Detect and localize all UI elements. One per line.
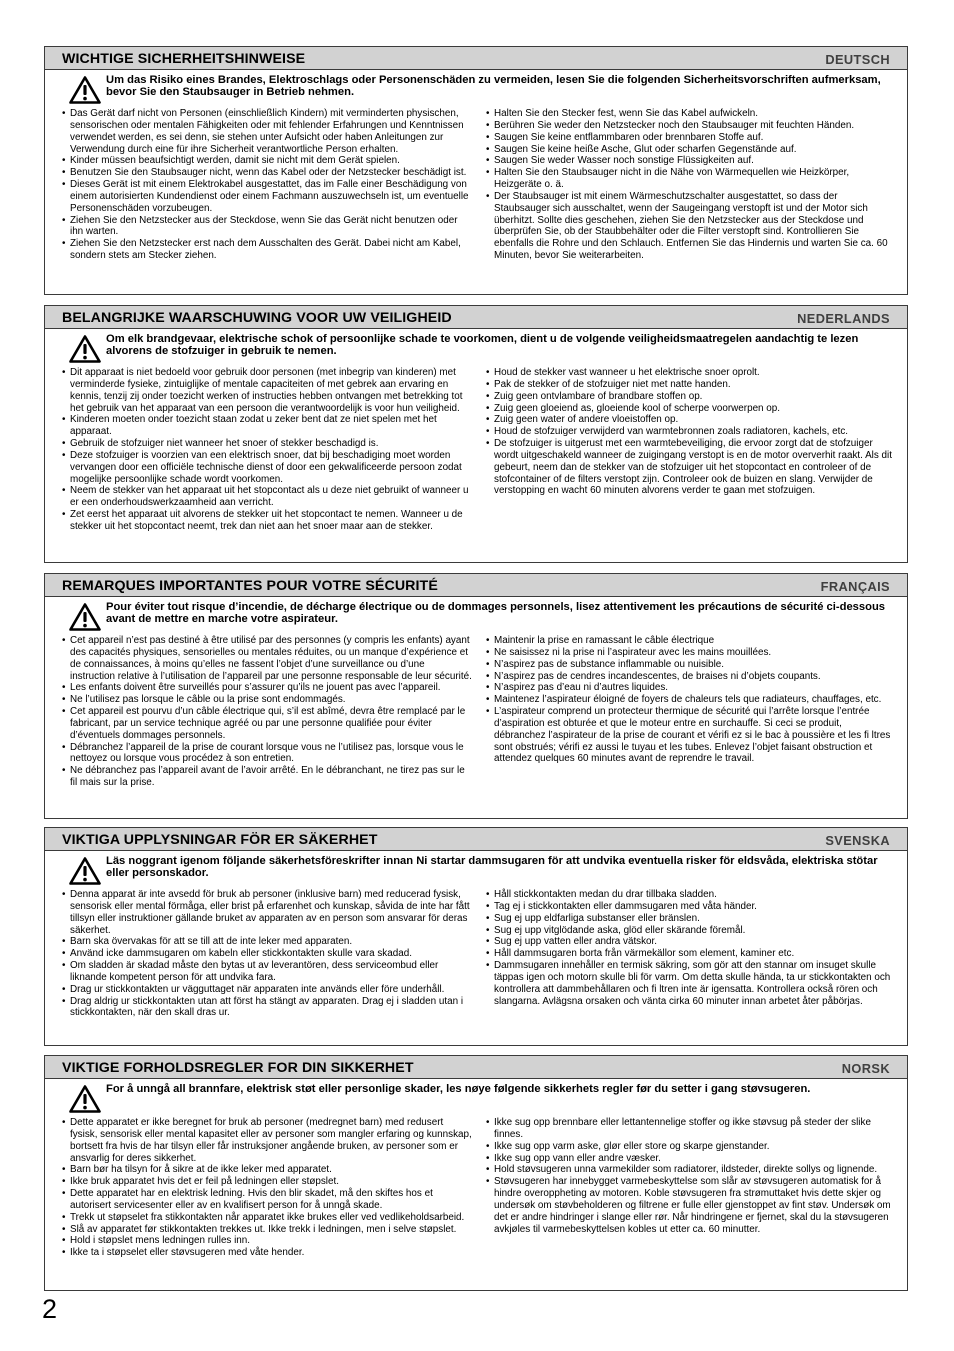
section-header [45,1056,907,1079]
safety-item: • Slå av apparatet før stikkontakten trekkes ut. Ikke trekk i ledningen, men i selve støpslet. [62,1224,472,1236]
section-french [44,573,908,819]
safety-item: • Zuig geen water of andere vloeistoffen op. [486,414,894,426]
section-german [44,46,908,295]
safety-item: • Trekk ut støpselet fra stikkontakten når apparatet ikke brukes eller ved vedlikeholdsarbeid. [62,1212,472,1224]
right-column [486,635,894,789]
page-number: 2 [42,1294,58,1324]
safety-item: • Kinderen moeten onder toezicht staan zodat u zeker bent dat ze niet spelen met het apparaat. [62,414,472,438]
safety-item: • Saugen Sie keine heiße Asche, Glut oder scharfen Gegenstände auf. [486,144,894,156]
section-header [45,574,907,597]
right-column [486,108,894,262]
safety-item: • Débranchez l’appareil de la prise de courant lorsque vous ne l’utilisez pas, lorsque vous le nettoyez ou lorsque vous procédez à son entretien. [62,742,472,766]
safety-item: • Ikke sug opp varm aske, glør eller store og skarpe gjenstander. [486,1141,894,1153]
safety-item: • Støvsugeren har innebygget varmebeskyttelse som slår av støvsugeren automatisk for å hindre overoppheting av motoren. Koble støvsugeren fra strømuttaket hvis dette skjer og undersøk om støvbeholderen og filtrene er fulle eller gjenstoppet av fint støv. Undersøk om det er andre hindringer i slange eller rør. Når hindringene er fjernet, skal du la støvsugeren avkjøles til varmebeskyttelsen kobles ut etter ca. 60 minutter. [486,1176,894,1235]
warning-icon [69,76,101,104]
safety-item: • Dette apparatet er ikke beregnet for bruk ab personer (medregnet barn) med redusert fysisk, sensorisk eller mental kapasitet eller av personer som mangler erfaring og kunnskap, bortsett fra hvis de har tilsyn eller får instruksjoner angående bruken, av personer som er ansvarlig for deres sikkerhet. [62,1117,472,1164]
right-column [486,1117,894,1259]
warning-block [45,74,907,104]
safety-item: • Cet appareil n’est pas destiné à être utilisé par des personnes (y compris les enfants) ayant des capacités physiques, sensorielles ou mentales réduites, ou un manque d’expérience et de connaissances, à moins qu’elles ne fassent l’objet d’une surveillance ou d’une instruction relative à l’utilisation de l’appareil par une personne responsable de leur sécurité. [62,635,472,682]
safety-item: • Denna apparat är inte avsedd för bruk ab personer (inklusive barn) med reducerad fysisk, sensorisk eller mental förmåga, eller brist på erfarenhet och kunskap, såvida de inte har fått tillsyn eller instruktioner gällande bruket av apparaten av en person som ansvarar för deras säkerhet. [62,889,472,936]
safety-item: • Dit apparaat is niet bedoeld voor gebruik door personen (met inbegrip van kinderen) met verminderde fysieke, zintuiglijke of mentale capaciteiten of met gebrek aan ervaring en kennis, tenzij zij onder toezicht werken of instructies hebben ontvangen met betrekking tot het gebruik van het apparaat van een persoon die verantwoordelijk is voor hun veiligheid. [62,367,472,414]
safety-item: • Sug ej upp vitglödande aska, glöd eller skärande föremål. [486,925,894,937]
safety-item: • Pak de stekker of de stofzuiger niet met natte handen. [486,379,894,391]
safety-columns [62,1117,899,1259]
section-swedish [44,827,908,1046]
left-column [62,367,472,533]
safety-item: • Håll stickkontakten medan du drar tillbaka sladden. [486,889,894,901]
safety-item: • L’aspirateur comprend un protecteur thermique de sécurité qui l’arrête lorsque l’entrée d’aspiration est obturée et que le moteur entre en surchauffe. Si ceci se produit, débranchez l’aspirateur de la prise de courant et vérifi ez si le bac à poussière et les fi ltres sont obstrués; vérifi ez aussi le tuyau et les tubes. Enlevez l’objet faisant obstruction et attendez quelques 60 minutes avant de reprendre le travail. [486,706,894,765]
language-label: NEDERLANDS [797,311,890,326]
right-column [486,889,894,1019]
safety-list [486,367,894,497]
safety-item: • Das Gerät darf nicht von Personen (einschließlich Kindern) mit verminderten physischen, sensorischen oder mentalen Fähigkeiten oder mit fehlender Erfahrungen und Kenntnissen verwendet werden, es sei denn, sie stehen unter Aufsicht oder haben Anleitungen zur Verwendung durch eine für ihre Sicherheit verantwortliche Person erhalten. [62,108,472,155]
safety-item: • Sug ej upp vatten eller andra vätskor. [486,936,894,948]
warning-block [45,855,907,885]
safety-item: • Berühren Sie weder den Netzstecker noch den Staubsauger mit feuchten Händen. [486,120,894,132]
safety-item: • Hold i støpslet mens ledningen rulles inn. [62,1235,472,1247]
safety-list [62,889,472,1019]
safety-item: • Ne saisissez ni la prise ni l’aspirateur avec les mains mouillées. [486,647,894,659]
safety-item: • Tag ej i stickkontakten eller dammsugaren med våta händer. [486,901,894,913]
section-title: BELANGRIJKE WAARSCHUWING VOOR UW VEILIGHEID [62,310,452,326]
safety-item: • Hold støvsugeren unna varmekilder som radiatorer, ildsteder, direkte sollys og lignende. [486,1164,894,1176]
safety-item: • Deze stofzuiger is voorzien van een elektrisch snoer, dat bij beschadiging moet worden vervangen door een officiële technische dienst of door een gekwalificeerde persoon zodat mogelijke persoonlijke schade wordt voorkomen. [62,450,472,486]
warning-text: Pour éviter tout risque d’incendie, de décharge électrique ou de dommages personnels, lisez attentivement les précautions de sécurité ci-dessous avant de mettre en marche votre aspirateur. [106,601,886,626]
safety-item: • Houd de stekker vast wanneer u het elektrische snoer oprolt. [486,367,894,379]
safety-item: • Houd de stofzuiger verwijderd van warmtebronnen zoals radiatoren, kachels, etc. [486,426,894,438]
left-column [62,108,472,262]
language-label: SVENSKA [825,833,890,848]
warning-text: For å unngå all brannfare, elektrisk støt eller personlige skader, les nøye følgende sikkerhets regler før du setter i gang støvsugeren. [106,1083,811,1095]
safety-item: • De stofzuiger is uitgerust met een warmtebeveiliging, die ervoor zorgt dat de stofzuiger wordt uitgeschakeld wanneer de zuigingang verstopt is en de motor oververhit raakt. Als dit gebeurt, neem dan de stekker van de stofzuiger uit het stopcontact en controleer of de stofcontainer of de filters verstopt zijn. Controleer ook de buizen en slang. Verwijder de verstopping en wacht 60 minuten alvorens verder te gaan met stofzuigen. [486,438,894,497]
safety-item: • Saugen Sie keine entflammbaren oder brennbaren Stoffe auf. [486,132,894,144]
section-header [45,828,907,851]
safety-item: • Ziehen Sie den Netzstecker aus der Steckdose, wenn Sie das Gerät nicht benutzen oder ihn warten. [62,215,472,239]
safety-item: • Neem de stekker van het apparaat uit het stopcontact als u deze niet gebruikt of wanneer u er een onderhoudswerkzaamheid aan verricht. [62,485,472,509]
safety-item: • Kinder müssen beaufsichtigt werden, damit sie nicht mit dem Gerät spielen. [62,155,472,167]
safety-list [486,108,894,262]
safety-item: • Ikke ta i støpselet eller støvsugeren med våte hender. [62,1247,472,1259]
left-column [62,889,472,1019]
safety-item: • Håll dammsugaren borta från värmekällor som element, kaminer etc. [486,948,894,960]
safety-item: • Halten Sie den Stecker fest, wenn Sie das Kabel aufwickeln. [486,108,894,120]
warning-text: Um das Risiko eines Brandes, Elektroschlags oder Personenschäden zu vermeiden, lesen Sie die folgenden Sicherheitsvorschriften aufmerksam, bevor Sie den Staubsauger in Betrieb nehmen. [106,74,881,99]
safety-list [486,889,894,1007]
safety-item: • Drag aldrig ur stickkontakten utan att först ha stängt av apparaten. Drag ej i sladden utan i stickkontakten, när den skall dras ur. [62,996,472,1020]
left-column [62,635,472,789]
section-header [45,306,907,329]
safety-list [62,1117,472,1259]
warning-block [45,601,907,631]
safety-item: • Benutzen Sie den Staubsauger nicht, wenn das Kabel oder der Netzstecker beschädigt ist. [62,167,472,179]
safety-item: • Ziehen Sie den Netzstecker erst nach dem Ausschalten des Gerät. Dabei nicht am Kabel, sondern stets am Stecker ziehen. [62,238,472,262]
warning-icon [69,335,101,363]
safety-item: • Zet eerst het apparaat uit alvorens de stekker uit het stopcontact te nemen. Wanneer u de stekker uit het stopcontact neemt, trek dan niet aan het snoer maar aan de stekker. [62,509,472,533]
warning-text: Läs noggrant igenom följande säkerhetsföreskrifter innan Ni startar dammsugaren för att undvika eventuella risker för eldsvåda, elektriska stötar eller personskador. [106,855,878,880]
safety-item: • N’aspirez pas d’eau ni d’autres liquides. [486,682,894,694]
left-column [62,1117,472,1259]
safety-item: • Dieses Gerät ist mit einem Elektrokabel ausgestattet, das im Falle einer Beschädigung von einem autorisierten Kundendienst oder einem Fachmann auszuwechseln ist, um eventuelle Personenschäden vorzubeugen. [62,179,472,215]
safety-item: • Les enfants doivent être surveillés pour s’assurer qu’ils ne jouent pas avec l’appareil. [62,682,472,694]
safety-item: • Drag ur stickkontakten ur vägguttaget när apparaten inte används eller före underhåll. [62,984,472,996]
safety-item: • Zuig geen ontvlambare of brandbare stoffen op. [486,391,894,403]
safety-item: • Använd icke dammsugaren om kabeln eller stickkontakten skulle vara skadad. [62,948,472,960]
section-norwegian [44,1055,908,1291]
safety-item: • Halten Sie den Staubsauger nicht in die Nähe von Wärmequellen wie Heizkörper, Heizgeräte o. ä. [486,167,894,191]
safety-item: • Om sladden är skadad måste den bytas ut av leverantören, dess serviceombud eller liknande kompetent person för att undvika fara. [62,960,472,984]
warning-icon [69,603,101,631]
safety-columns [62,889,899,1019]
safety-list [486,1117,894,1235]
safety-item: • Zuig geen gloeiend as, gloeiende kool of scherpe voorwerpen op. [486,403,894,415]
safety-list [62,367,472,533]
safety-item: • Ne l’utilisez pas lorsque le câble ou la prise sont endommagés. [62,694,472,706]
safety-item: • Saugen Sie weder Wasser noch sonstige Flüssigkeiten auf. [486,155,894,167]
safety-item: • Barn ska övervakas för att se till att de inte leker med apparaten. [62,936,472,948]
warning-icon [69,1085,101,1113]
language-label: NORSK [841,1061,890,1076]
safety-item: • Ikke sug opp vann eller andre væsker. [486,1153,894,1165]
section-header [45,47,907,70]
language-label: DEUTSCH [825,52,890,67]
section-title: VIKTIGE FORHOLDSREGLER FOR DIN SIKKERHET [62,1060,414,1076]
safety-columns [62,108,899,262]
warning-block [45,333,907,363]
warning-icon [69,857,101,885]
safety-item: • Barn bør ha tilsyn for å sikre at de ikke leker med apparatet. [62,1164,472,1176]
safety-item: • Dette apparatet har en elektrisk ledning. Hvis den blir skadet, må den skiftes hos et autorisert servicesenter eller av en kvalifisert person for å unngå skade. [62,1188,472,1212]
section-title: VIKTIGA UPPLYSNINGAR FÖR ER SÄKERHET [62,832,378,848]
safety-item: • Der Staubsauger ist mit einem Wärmeschutzschalter ausgestattet, so dass der Staubsauger sich ausschaltet, wenn der Saugeingang verstopft ist und der Motor sich überhitzt. Sollte dies geschehen, ziehen Sie den Netzstecker aus der Steckdose und überprüfen Sie, ob der Staubbehälter oder die Filter verstopft sind. Kontrollieren Sie ebenfalls die Rohre und den Schlauch. Entfernen Sie das Hindernis und warten Sie ca. 60 Minuten, bevor Sie weiterarbeiten. [486,191,894,262]
safety-item: • Ne débranchez pas l’appareil avant de l’avoir arrêté. En le débranchant, ne tirez pas sur le fil mais sur la prise. [62,765,472,789]
safety-columns [62,635,899,789]
safety-item: • Gebruik de stofzuiger niet wanneer het snoer of stekker beschadigd is. [62,438,472,450]
language-label: FRANÇAIS [820,579,890,594]
section-title: WICHTIGE SICHERHEITSHINWEISE [62,51,306,67]
warning-text: Om elk brandgevaar, elektrische schok of persoonlijke schade te voorkomen, dient u de volgende veiligheidsmaatregelen aandachtig te lezen alvorens de stofzuiger in gebruik te nemen. [106,333,859,358]
safety-list [62,635,472,789]
safety-columns [62,367,899,533]
safety-item: • Dammsugaren innehåller en termisk säkring, som gör att den stannar om insuget skulle täppas igen och motorn skulle bli för varm. Om detta skulle hända, ta ur stickkontakten och kontrollera att dammbehållaren och fi ltren inte är igensatta. Kontrollera också rören och slangarna. Avlägsna orsaken och vänta cirka 60 minuter innan arbetet åter påbörjas. [486,960,894,1007]
safety-item: • Sug ej upp eldfarliga substanser eller bränslen. [486,913,894,925]
safety-item: • N’aspirez pas de cendres incandescentes, de braises ni d’objets coupants. [486,671,894,683]
safety-item: • Cet appareil est pourvu d’un câble électrique qui, s’il est abîmé, devra être remplacé par le fabricant, par un service technique agréé ou par une personne qualifiée pour éviter d’éventuels dommages personnels. [62,706,472,742]
safety-list [62,108,472,262]
section-title: REMARQUES IMPORTANTES POUR VOTRE SÉCURITÉ [62,578,438,594]
safety-item: • Ikke sug opp brennbare eller lettantennelige stoffer og ikke støvsug på steder der slike finnes. [486,1117,894,1141]
safety-item: • N’aspirez pas de substance inflammable ou nuisible. [486,659,894,671]
safety-item: • Ikke bruk apparatet hvis det er feil på ledningen eller støpslet. [62,1176,472,1188]
right-column [486,367,894,533]
safety-item: • Maintenir la prise en ramassant le câble électrique [486,635,894,647]
safety-list [486,635,894,765]
safety-item: • Maintenez l’aspirateur éloigné de foyers de chaleurs tels que radiateurs, chauffages, etc. [486,694,894,706]
section-dutch [44,305,908,563]
warning-block [45,1083,907,1113]
